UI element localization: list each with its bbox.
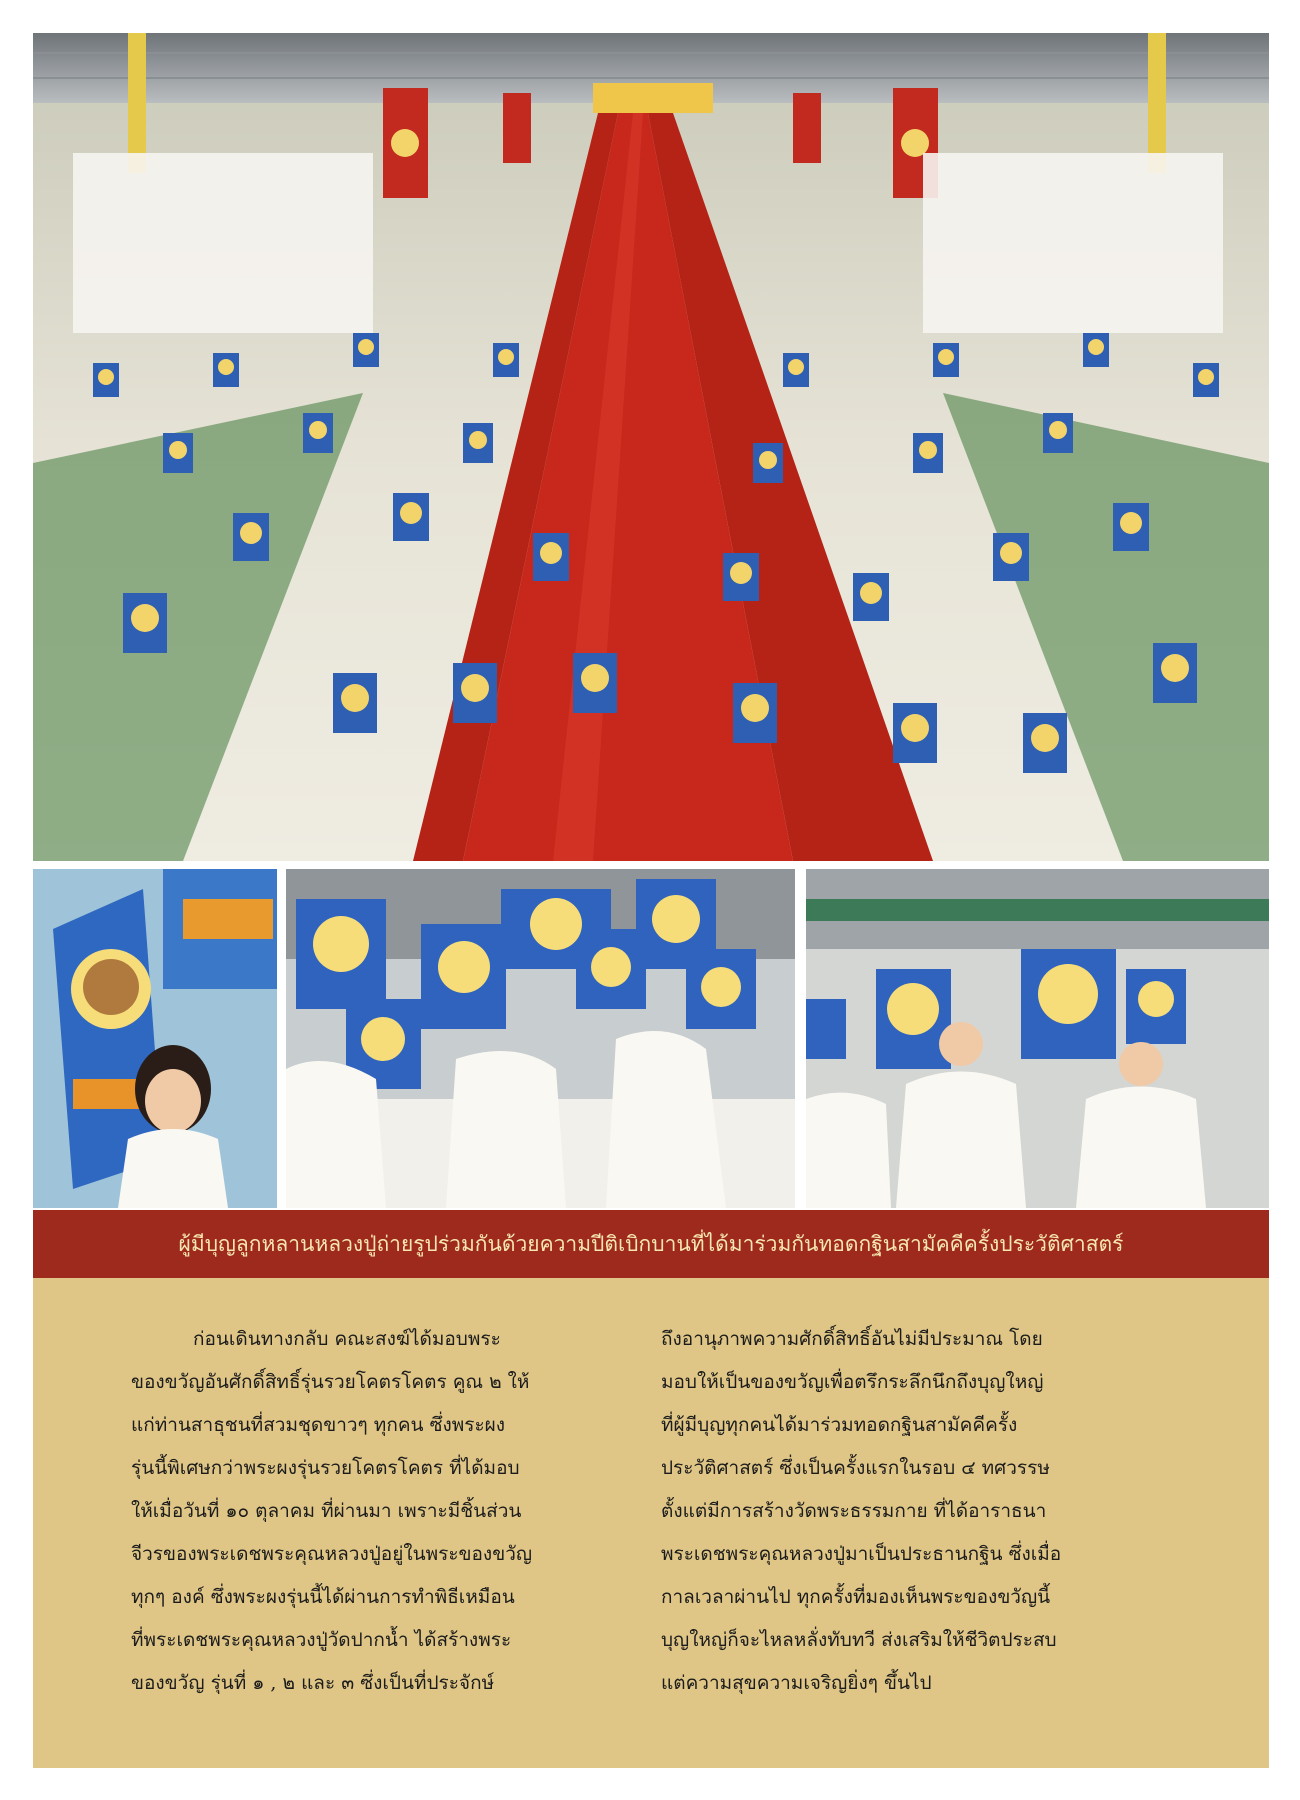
article-body [33, 1278, 1269, 1768]
text-line: ของขวัญอันศักดิ์สิทธิ์รุ่นรวยโคตรโคตร คูณ ๒ ให้ [131, 1371, 530, 1393]
text-line: ให้เมื่อวันที่ ๑๐ ตุลาคม ที่ผ่านมา เพราะมีชิ้นส่วน [131, 1500, 522, 1522]
text-line: จีวรของพระเดชพระคุณหลวงปู่อยู่ในพระของขวัญ [131, 1543, 533, 1565]
text-line: มอบให้เป็นของขวัญเพื่อตรึกระลึกนึกถึงบุญใหญ่ [661, 1371, 1044, 1393]
text-line: ประวัติศาสตร์ ซึ่งเป็นครั้งแรกในรอบ ๔ ทศวรรษ [661, 1457, 1050, 1479]
text-line: ของขวัญ รุ่นที่ ๑ , ๒ และ ๓ ซึ่งเป็นที่ประจักษ์ [131, 1672, 495, 1694]
child-photo [33, 869, 277, 1208]
text-line: ทุกๆ องค์ ซึ่งพระผงรุ่นนี้ได้ผ่านการทำพิธีเหมือน [131, 1586, 515, 1608]
text-line: ถึงอานุภาพความศักดิ์สิทธิ์อันไม่มีประมาณ โดย [661, 1328, 1043, 1350]
caption-band [33, 1210, 1269, 1278]
text-line: กาลเวลาผ่านไป ทุกครั้งที่มองเห็นพระของขวัญนี้ [661, 1586, 1051, 1608]
leaders-photo [806, 869, 1269, 1208]
text-line: รุ่นนี้พิเศษกว่าพระผงรุ่นรวยโคตรโคตร ที่ได้มอบ [131, 1457, 520, 1479]
text-line: ที่ผู้มีบุญทุกคนได้มาร่วมทอดกฐินสามัคคีครั้ง [661, 1414, 1018, 1436]
crowd-photo [286, 869, 795, 1208]
hero-photo-graphic [33, 33, 1269, 861]
text-line: บุญใหญ่ก็จะไหลหลั่งทับทวี ส่งเสริมให้ชีวิตประสบ [661, 1629, 1057, 1651]
crowd-photo-graphic [286, 869, 795, 1208]
hero-photo [33, 33, 1269, 861]
text-line: แต่ความสุขความเจริญยิ่งๆ ขึ้นไป [661, 1672, 932, 1694]
photo-caption: ผู้มีบุญลูกหลานหลวงปู่ถ่ายรูปร่วมกันด้วยความปีติเบิกบานที่ได้มาร่วมกันทอดกฐินสามัคคีครั้งประวัติศาสตร์ [178, 1231, 1124, 1256]
article-column-left [131, 1318, 601, 1705]
text-line: ก่อนเดินทางกลับ คณะสงฆ์ได้มอบพระ [193, 1328, 501, 1350]
text-line: พระเดชพระคุณหลวงปู่มาเป็นประธานกฐิน ซึ่งเมื่อ [661, 1543, 1062, 1565]
article-column-right [661, 1318, 1131, 1705]
text-line: ตั้งแต่มีการสร้างวัดพระธรรมกาย ที่ได้อาราธนา [661, 1500, 1047, 1522]
child-photo-graphic [33, 869, 277, 1208]
leaders-photo-graphic [806, 869, 1269, 1208]
text-line: แก่ท่านสาธุชนที่สวมชุดขาวๆ ทุกคน ซึ่งพระผง [131, 1414, 506, 1436]
text-line: ที่พระเดชพระคุณหลวงปู่วัดปากน้ำ ได้สร้างพระ [131, 1629, 512, 1651]
